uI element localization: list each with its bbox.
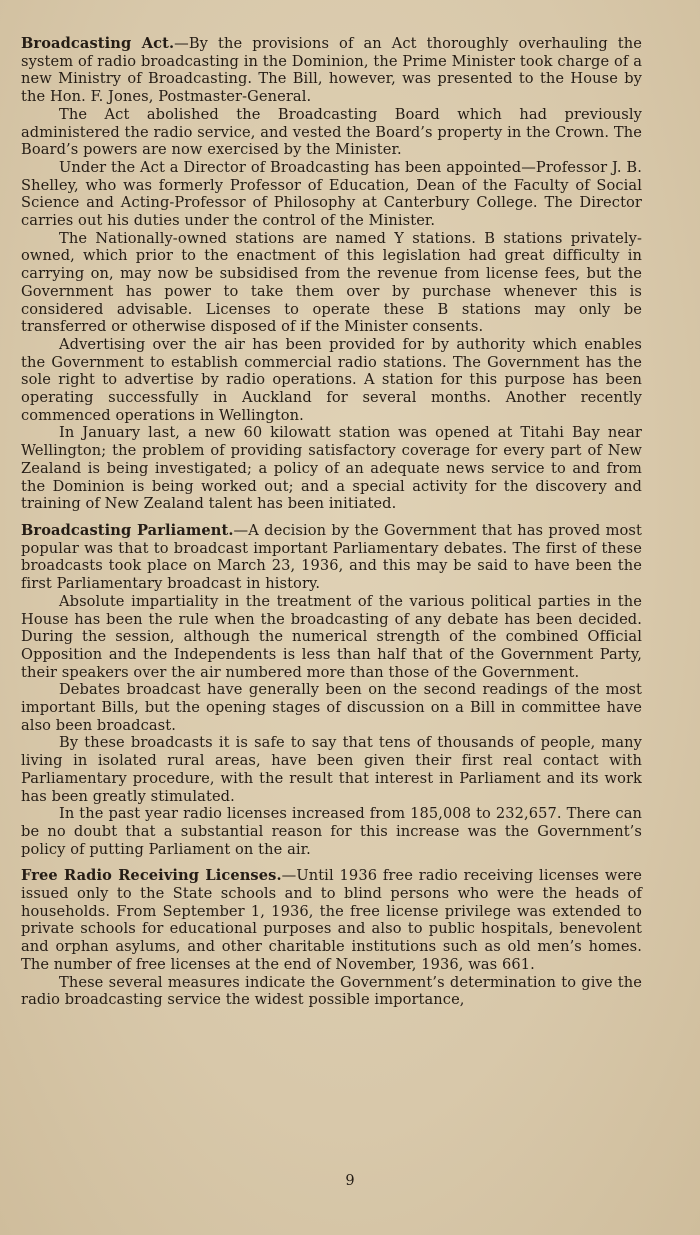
paragraph [21, 35, 642, 106]
paragraph: In January last, a new 60 kilowatt station was opened at Titahi Bay near Wellington; the problem of providing satisfactory coverage for every part of New Zealand is being investigated; a policy of an adequate news service to and from the Dominion is being worked out; and a special activity for the discovery and training of New Zealand talent has been initiated. [21, 424, 642, 513]
paragraph [21, 867, 642, 973]
paragraph: Absolute impartiality in the treatment of the various political parties in the House has been the rule when the broadcasting of any debate has been decided. During the session, although the numerical strength of the combined Official Opposition and the Independents is less than half that of the Government Party, their speakers over the air numbered more than those of the Government. [21, 592, 642, 681]
paragraph-text: —A decision by the Government that has proved most popular was that to broadcast important Parliamentary debates. The first of these broadcasts took place on March 23, 1936, and this may be said to have been the first Parliamentary broadcast in history. [21, 521, 642, 593]
paragraph-text: —By the provisions of an Act thoroughly overhauling the system of radio broadcasting in the Dominion, the Prime Minister took charge of a new Ministry of Broadcasting. The Bill, however, was presented to the House by the Hon. F. Jones, Postmaster-General. [21, 35, 642, 106]
section-free-radio-licenses [21, 867, 642, 1009]
paragraph: The Nationally-owned stations are named Y stations. B stations privately-owned, which prior to the enactment of this legislation had great difficulty in carrying on, may now be subsidised from the revenue from license fees, but the Government has power to take them over by purchase whenever this is considered advisable. Licenses to operate these B stations may only be transferred or otherwise disposed of if the Minister consents. [21, 229, 642, 336]
section-broadcasting-act [21, 35, 642, 513]
paragraph: These several measures indicate the Government’s determination to give the radio broadcasting service the widest possible importance, [21, 973, 642, 1009]
paragraph: Under the Act a Director of Broadcasting has been appointed—Professor J. B. Shelley, who was formerly Professor of Education, Dean of the Faculty of Social Science and Acting-Professor of Philosophy at Canterbury College. The Director carries out his duties under the control of the Minister. [21, 158, 642, 230]
section-heading: Free Radio Receiving Licenses. [21, 867, 282, 885]
paragraph-text: —Until 1936 free radio receiving licenses were issued only to the State schools and to blind persons who were the heads of households. From September 1, 1936, the free license privilege was extended to private schools for educational purposes and also to public hospitals, benevolent and orphan asylums, and other charitable institutions such as old men’s homes. The number of free licenses at the end of November, 1936, was 661. [21, 867, 642, 973]
paragraph: Debates broadcast have generally been on the second readings of the most important Bills, but the opening stages of discussion on a Bill in committee have also been broadcast. [21, 681, 642, 734]
paragraph: In the past year radio licenses increased from 185,008 to 232,657. There can be no doubt that a substantial reason for this increase was the Government’s policy of putting Parliament on the air. [21, 805, 642, 858]
section-heading: Broadcasting Parliament. [21, 521, 234, 539]
paragraph: Advertising over the air has been provided for by authority which enables the Government to establish commercial radio stations. The Government has the sole right to advertise by radio operations. A station for this purpose has been operating successfully in Auckland for several months. Another recently commenced operations in Wellington. [21, 335, 642, 424]
paragraph: By these broadcasts it is safe to say that tens of thousands of people, many living in isolated rural areas, have been given their first real contact with Parliamentary procedure, with the result that interest in Parliament and its work has been greatly stimulated. [21, 734, 642, 805]
page-number: 9 [345, 1173, 355, 1189]
section-broadcasting-parliament [21, 522, 642, 858]
paragraph [21, 522, 642, 593]
paragraph: The Act abolished the Broadcasting Board which had previously administered the radio service, and vested the Board’s property in the Crown. The Board’s powers are now exercised by the Minister. [21, 105, 642, 159]
section-heading: Broadcasting Act. [21, 35, 175, 52]
